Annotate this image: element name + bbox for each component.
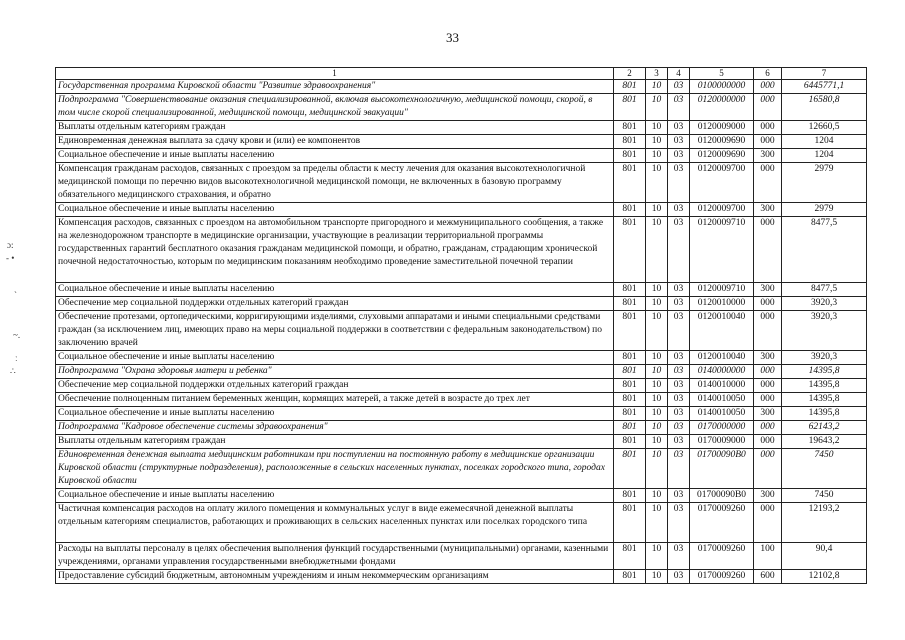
column-header: 1 xyxy=(56,68,614,80)
cell-grbs: 801 xyxy=(614,135,646,149)
cell-expense-type: 100 xyxy=(754,543,782,570)
cell-expense-type: 000 xyxy=(754,94,782,121)
cell-name: Выплаты отдельным категориям граждан xyxy=(56,435,614,449)
cell-target-article: 0170000000 xyxy=(690,421,754,435)
cell-name: Выплаты отдельным категориям граждан xyxy=(56,121,614,135)
table-row xyxy=(56,393,867,407)
cell-subsection: 03 xyxy=(668,121,690,135)
cell-subsection: 03 xyxy=(668,421,690,435)
cell-name: Социальное обеспечение и иные выплаты населению xyxy=(56,149,614,163)
table-row xyxy=(56,489,867,503)
cell-section: 10 xyxy=(646,217,668,283)
cell-amount: 3920,3 xyxy=(782,311,867,351)
table-row xyxy=(56,503,867,543)
cell-grbs: 801 xyxy=(614,149,646,163)
cell-grbs: 801 xyxy=(614,297,646,311)
cell-subsection: 03 xyxy=(668,94,690,121)
cell-section: 10 xyxy=(646,365,668,379)
cell-expense-type: 600 xyxy=(754,570,782,584)
cell-amount: 12102,8 xyxy=(782,570,867,584)
cell-section: 10 xyxy=(646,393,668,407)
cell-amount: 14395,8 xyxy=(782,379,867,393)
margin-mark: ∴ xyxy=(10,366,16,376)
cell-target-article: 0120010040 xyxy=(690,311,754,351)
cell-name: Компенсация расходов, связанных с проездом на автомобильном транспорте пригородного и межмуниципального сообщения, а также на железнодорожном транспорте в медицинские организации, участвующие в реализации территориальной программы государственных гарантий бесплатного оказания гражданам медицинской помощи, и обратно, гражданам, страдающим хронической почечной недостаточностью, которым по медицинским показаниям необходимо проведение заместительной почечной терапии xyxy=(56,217,614,283)
cell-name: Обеспечение мер социальной поддержки отдельных категорий граждан xyxy=(56,297,614,311)
cell-amount: 12193,2 xyxy=(782,503,867,543)
cell-grbs: 801 xyxy=(614,421,646,435)
table-row xyxy=(56,421,867,435)
cell-amount: 3920,3 xyxy=(782,351,867,365)
column-header: 2 xyxy=(614,68,646,80)
cell-target-article: 01700090B0 xyxy=(690,489,754,503)
cell-section: 10 xyxy=(646,80,668,94)
cell-subsection: 03 xyxy=(668,435,690,449)
cell-grbs: 801 xyxy=(614,351,646,365)
cell-amount: 14395,8 xyxy=(782,365,867,379)
cell-expense-type: 000 xyxy=(754,379,782,393)
cell-target-article: 0120000000 xyxy=(690,94,754,121)
cell-name: Компенсация гражданам расходов, связанных с проездом за пределы области к месту лечения для оказания высокотехнологичной медицинской помощи по перечню видов высокотехнологичной медицинской помощи, не включенных в базовую программу обязательного медицинского страхования, и обратно xyxy=(56,163,614,203)
cell-name: Социальное обеспечение и иные выплаты населению xyxy=(56,283,614,297)
cell-subsection: 03 xyxy=(668,407,690,421)
cell-grbs: 801 xyxy=(614,94,646,121)
table-row xyxy=(56,407,867,421)
cell-subsection: 03 xyxy=(668,163,690,203)
cell-target-article: 01700090B0 xyxy=(690,449,754,489)
cell-expense-type: 000 xyxy=(754,435,782,449)
table-row xyxy=(56,283,867,297)
margin-mark: - • xyxy=(6,253,15,263)
margin-mark: ˋ xyxy=(14,290,17,300)
column-header: 6 xyxy=(754,68,782,80)
cell-expense-type: 000 xyxy=(754,449,782,489)
cell-section: 10 xyxy=(646,435,668,449)
cell-amount: 7450 xyxy=(782,489,867,503)
margin-mark: ɔ: xyxy=(7,240,14,250)
cell-amount: 14395,8 xyxy=(782,393,867,407)
cell-expense-type: 000 xyxy=(754,503,782,543)
cell-expense-type: 000 xyxy=(754,121,782,135)
cell-grbs: 801 xyxy=(614,121,646,135)
table-row xyxy=(56,163,867,203)
cell-target-article: 0120009710 xyxy=(690,217,754,283)
cell-grbs: 801 xyxy=(614,570,646,584)
column-header: 7 xyxy=(782,68,867,80)
cell-subsection: 03 xyxy=(668,449,690,489)
cell-target-article: 0120010040 xyxy=(690,351,754,365)
cell-grbs: 801 xyxy=(614,393,646,407)
cell-section: 10 xyxy=(646,94,668,121)
cell-section: 10 xyxy=(646,489,668,503)
cell-subsection: 03 xyxy=(668,365,690,379)
page-number: 33 xyxy=(446,30,459,45)
cell-expense-type: 300 xyxy=(754,203,782,217)
cell-amount: 1204 xyxy=(782,135,867,149)
cell-amount: 62143,2 xyxy=(782,421,867,435)
cell-grbs: 801 xyxy=(614,489,646,503)
cell-name: Социальное обеспечение и иные выплаты населению xyxy=(56,351,614,365)
cell-name: Государственная программа Кировской области "Развитие здравоохранения" xyxy=(56,80,614,94)
cell-section: 10 xyxy=(646,135,668,149)
cell-grbs: 801 xyxy=(614,379,646,393)
cell-expense-type: 000 xyxy=(754,217,782,283)
table-row xyxy=(56,149,867,163)
cell-grbs: 801 xyxy=(614,217,646,283)
cell-expense-type: 300 xyxy=(754,351,782,365)
cell-subsection: 03 xyxy=(668,543,690,570)
cell-target-article: 0120009710 xyxy=(690,283,754,297)
cell-expense-type: 300 xyxy=(754,407,782,421)
cell-target-article: 0140010050 xyxy=(690,393,754,407)
cell-amount: 2979 xyxy=(782,163,867,203)
cell-target-article: 0170009260 xyxy=(690,503,754,543)
table-row xyxy=(56,80,867,94)
cell-amount: 7450 xyxy=(782,449,867,489)
cell-section: 10 xyxy=(646,149,668,163)
cell-section: 10 xyxy=(646,311,668,351)
table-row xyxy=(56,365,867,379)
cell-target-article: 0120009690 xyxy=(690,135,754,149)
cell-section: 10 xyxy=(646,543,668,570)
cell-grbs: 801 xyxy=(614,449,646,489)
table-row xyxy=(56,297,867,311)
cell-target-article: 0120009700 xyxy=(690,163,754,203)
cell-section: 10 xyxy=(646,121,668,135)
cell-target-article: 0170009000 xyxy=(690,435,754,449)
cell-subsection: 03 xyxy=(668,203,690,217)
cell-expense-type: 000 xyxy=(754,135,782,149)
cell-target-article: 0140010000 xyxy=(690,379,754,393)
cell-name: Подпрограмма "Кадровое обеспечение системы здравоохранения" xyxy=(56,421,614,435)
cell-expense-type: 000 xyxy=(754,80,782,94)
cell-amount: 6445771,1 xyxy=(782,80,867,94)
cell-amount: 19643,2 xyxy=(782,435,867,449)
cell-section: 10 xyxy=(646,449,668,489)
table-row xyxy=(56,379,867,393)
table-row xyxy=(56,449,867,489)
cell-target-article: 0140000000 xyxy=(690,365,754,379)
cell-subsection: 03 xyxy=(668,283,690,297)
cell-expense-type: 000 xyxy=(754,311,782,351)
table-row xyxy=(56,217,867,283)
cell-grbs: 801 xyxy=(614,163,646,203)
cell-name: Единовременная денежная выплата медицинским работникам при поступлении на постоянную работу в медицинские организации Кировской области (структурные подразделения), расположенные в сельских населенных пунктах, поселках городского типа, городах Кировской области xyxy=(56,449,614,489)
cell-grbs: 801 xyxy=(614,365,646,379)
cell-target-article: 0100000000 xyxy=(690,80,754,94)
margin-mark: ː xyxy=(15,353,18,363)
cell-subsection: 03 xyxy=(668,149,690,163)
cell-target-article: 0120010000 xyxy=(690,297,754,311)
column-header: 4 xyxy=(668,68,690,80)
cell-expense-type: 300 xyxy=(754,149,782,163)
cell-subsection: 03 xyxy=(668,135,690,149)
cell-name: Подпрограмма "Совершенствование оказания специализированной, включая высокотехнологичную, медицинской помощи, скорой, в том числе скорой специализированной, медицинской помощи, медицинской эвакуации" xyxy=(56,94,614,121)
cell-section: 10 xyxy=(646,297,668,311)
cell-target-article: 0120009000 xyxy=(690,121,754,135)
cell-grbs: 801 xyxy=(614,543,646,570)
cell-expense-type: 000 xyxy=(754,297,782,311)
cell-name: Обеспечение мер социальной поддержки отдельных категорий граждан xyxy=(56,379,614,393)
margin-mark: ~. xyxy=(13,330,21,340)
cell-amount: 1204 xyxy=(782,149,867,163)
cell-grbs: 801 xyxy=(614,503,646,543)
cell-section: 10 xyxy=(646,421,668,435)
table-row xyxy=(56,351,867,365)
cell-amount: 16580,8 xyxy=(782,94,867,121)
cell-target-article: 0140010050 xyxy=(690,407,754,421)
table-row xyxy=(56,543,867,570)
cell-name: Социальное обеспечение и иные выплаты населению xyxy=(56,407,614,421)
table-row xyxy=(56,311,867,351)
cell-expense-type: 000 xyxy=(754,163,782,203)
cell-amount: 14395,8 xyxy=(782,407,867,421)
cell-target-article: 0170009260 xyxy=(690,543,754,570)
cell-name: Обеспечение полноценным питанием беременных женщин, кормящих матерей, а также детей в возрасте до трех лет xyxy=(56,393,614,407)
cell-grbs: 801 xyxy=(614,80,646,94)
cell-subsection: 03 xyxy=(668,217,690,283)
cell-section: 10 xyxy=(646,203,668,217)
budget-table xyxy=(55,67,867,584)
cell-name: Частичная компенсация расходов на оплату жилого помещения и коммунальных услуг в виде ежемесячной денежной выплаты отдельным категориям специалистов, работающих и проживающих в сельских населенных пунктах или поселках городского типа xyxy=(56,503,614,543)
cell-name: Обеспечение протезами, ортопедическими, корригирующими изделиями, слуховыми аппаратами и иными специальными средствами граждан (за исключением лиц, имеющих право на меры социальной поддержки в соответствии с федеральным законодательством) по заключению врачей xyxy=(56,311,614,351)
cell-grbs: 801 xyxy=(614,407,646,421)
table-row xyxy=(56,435,867,449)
table-header-row xyxy=(56,68,867,80)
cell-subsection: 03 xyxy=(668,311,690,351)
cell-expense-type: 300 xyxy=(754,489,782,503)
cell-section: 10 xyxy=(646,570,668,584)
cell-name: Единовременная денежная выплата за сдачу крови и (или) ее компонентов xyxy=(56,135,614,149)
cell-name: Подпрограмма "Охрана здоровья матери и ребенка" xyxy=(56,365,614,379)
cell-grbs: 801 xyxy=(614,283,646,297)
cell-section: 10 xyxy=(646,503,668,543)
table-row xyxy=(56,94,867,121)
table-row xyxy=(56,203,867,217)
cell-name: Расходы на выплаты персоналу в целях обеспечения выполнения функций государственными (муниципальными) органами, казенными учреждениями, органами управления государственными внебюджетными фондами xyxy=(56,543,614,570)
cell-amount: 90,4 xyxy=(782,543,867,570)
cell-target-article: 0170009260 xyxy=(690,570,754,584)
cell-subsection: 03 xyxy=(668,297,690,311)
cell-name: Социальное обеспечение и иные выплаты населению xyxy=(56,203,614,217)
cell-subsection: 03 xyxy=(668,80,690,94)
cell-subsection: 03 xyxy=(668,570,690,584)
cell-subsection: 03 xyxy=(668,379,690,393)
cell-target-article: 0120009700 xyxy=(690,203,754,217)
cell-section: 10 xyxy=(646,163,668,203)
table-row xyxy=(56,121,867,135)
cell-amount: 8477,5 xyxy=(782,217,867,283)
cell-grbs: 801 xyxy=(614,311,646,351)
table-row xyxy=(56,570,867,584)
column-header: 3 xyxy=(646,68,668,80)
column-header: 5 xyxy=(690,68,754,80)
cell-grbs: 801 xyxy=(614,435,646,449)
cell-name: Социальное обеспечение и иные выплаты населению xyxy=(56,489,614,503)
cell-target-article: 0120009690 xyxy=(690,149,754,163)
cell-name: Предоставление субсидий бюджетным, автономным учреждениям и иным некоммерческим организациям xyxy=(56,570,614,584)
cell-subsection: 03 xyxy=(668,503,690,543)
cell-amount: 12660,5 xyxy=(782,121,867,135)
cell-expense-type: 000 xyxy=(754,365,782,379)
table-row xyxy=(56,135,867,149)
cell-subsection: 03 xyxy=(668,393,690,407)
cell-section: 10 xyxy=(646,379,668,393)
cell-expense-type: 300 xyxy=(754,283,782,297)
cell-subsection: 03 xyxy=(668,351,690,365)
cell-grbs: 801 xyxy=(614,203,646,217)
cell-amount: 3920,3 xyxy=(782,297,867,311)
cell-section: 10 xyxy=(646,407,668,421)
cell-amount: 2979 xyxy=(782,203,867,217)
cell-section: 10 xyxy=(646,351,668,365)
cell-subsection: 03 xyxy=(668,489,690,503)
cell-expense-type: 000 xyxy=(754,421,782,435)
margin-scribbles xyxy=(0,0,40,640)
cell-expense-type: 000 xyxy=(754,393,782,407)
cell-section: 10 xyxy=(646,283,668,297)
cell-amount: 8477,5 xyxy=(782,283,867,297)
